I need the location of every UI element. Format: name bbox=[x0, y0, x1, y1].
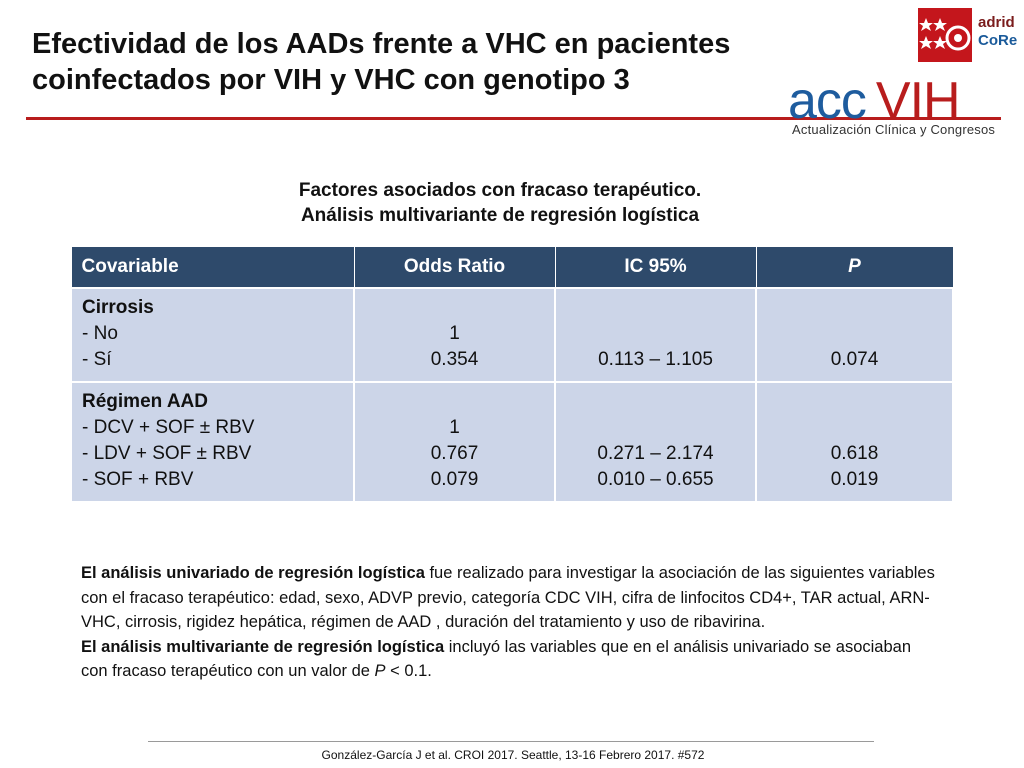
acc-vih-logo bbox=[788, 72, 1004, 142]
header-ic95: IC 95% bbox=[555, 247, 756, 289]
ic95-value: 0.113 – 1.105 bbox=[598, 349, 713, 370]
ic95-value: 0.010 – 0.655 bbox=[597, 469, 714, 490]
header-covariable: Covariable bbox=[71, 247, 354, 289]
table-row bbox=[71, 288, 953, 382]
table-heading bbox=[100, 178, 900, 228]
regression-table bbox=[70, 246, 954, 503]
ic95-value: 0.271 – 2.174 bbox=[597, 443, 714, 464]
covariable-cell bbox=[71, 288, 354, 382]
group-name: Cirrosis bbox=[82, 297, 154, 318]
covariable-cell bbox=[71, 382, 354, 502]
notes-univariate-lead: El análisis univariado de regresión logística bbox=[81, 564, 425, 582]
notes-multivariate-lead: El análisis multivariante de regresión logística bbox=[81, 637, 445, 656]
notes-multivariate-text: incluyó las variables que en el análisis univariado se asociaban con fracaso terapéutico con un valor de bbox=[81, 637, 912, 680]
table-heading-line1: Factores asociados con fracaso terapéutico. bbox=[298, 180, 702, 201]
citation: González-García J et al. CROI 2017. Seattle, 13-16 Febrero 2017. #572 bbox=[321, 748, 705, 762]
odds-ratio-value: 0.767 bbox=[430, 443, 479, 464]
odds-ratio-cell bbox=[354, 382, 555, 502]
group-name: Régimen AAD bbox=[82, 391, 208, 412]
row-label: - DCV + SOF ± RBV bbox=[82, 417, 255, 438]
odds-ratio-value: 0.354 bbox=[430, 349, 479, 370]
odds-ratio-value: 0.079 bbox=[430, 469, 479, 490]
acc-brand-left: acc bbox=[788, 72, 866, 130]
table-heading-line2: Análisis multivariante de regresión logística bbox=[300, 205, 700, 226]
madrid-core-logo bbox=[918, 8, 1018, 62]
notes-p-symbol: P bbox=[374, 662, 386, 680]
footer-divider bbox=[148, 741, 874, 742]
row-label: - LDV + SOF ± RBV bbox=[82, 443, 252, 464]
p-value-cell bbox=[756, 382, 953, 502]
p-value: 0.618 bbox=[830, 443, 879, 464]
acc-tagline: Actualización Clínica y Congresos bbox=[792, 122, 996, 137]
madrid-flag-icon bbox=[918, 8, 972, 62]
slide-title-line1: Efectividad de los AADs frente a VHC en pacientes bbox=[32, 28, 731, 60]
madrid-word: adrid bbox=[978, 14, 1015, 31]
table-header-row bbox=[71, 247, 953, 289]
slide-title bbox=[32, 26, 772, 98]
madrid-core-wordmark bbox=[978, 14, 1017, 50]
ic95-cell bbox=[555, 288, 756, 382]
odds-ratio-cell bbox=[354, 288, 555, 382]
header-p: P bbox=[756, 247, 953, 289]
row-label: - SOF + RBV bbox=[82, 469, 194, 490]
core-word: CoRe bbox=[978, 32, 1018, 49]
notes-univariate-text: fue realizado para investigar la asociación de las siguientes variables con el fracaso terapéutico: edad, sexo, ADVP previo, categoría CDC VIH, cifra de linfocitos CD4+, TAR actual, ARN-VHC, cirrosis, rigidez hepática, régimen de AAD , duración del tratamiento y uso de ribavirina. bbox=[81, 564, 935, 631]
notes-paragraph-multivariate bbox=[81, 635, 941, 684]
notes-threshold: < 0.1. bbox=[385, 662, 432, 680]
ic95-cell bbox=[555, 382, 756, 502]
p-value: 0.074 bbox=[830, 349, 879, 370]
p-value-cell bbox=[756, 288, 953, 382]
header-odds-ratio: Odds Ratio bbox=[354, 247, 555, 289]
methods-notes bbox=[81, 561, 941, 684]
slide-title-line2: coinfectados por VIH y VHC con genotipo 3 bbox=[32, 64, 630, 96]
p-value: 0.019 bbox=[830, 469, 879, 490]
acc-brand-right: VIH bbox=[875, 72, 960, 130]
odds-ratio-value: 1 bbox=[449, 323, 460, 344]
table-row bbox=[71, 382, 953, 502]
odds-ratio-value: 1 bbox=[449, 417, 460, 438]
row-label: - No bbox=[82, 323, 118, 344]
row-label: - Sí bbox=[82, 349, 112, 370]
notes-paragraph-univariate bbox=[81, 561, 941, 635]
